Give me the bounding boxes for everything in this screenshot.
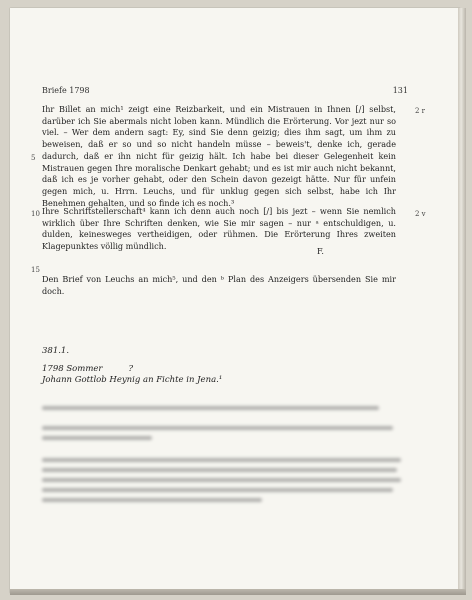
entry-title: Johann Gottlob Heynig an Fichte in Jena.¹ — [42, 375, 223, 385]
line-number-15: 15 — [31, 266, 40, 274]
entry-date — [42, 364, 133, 374]
margin-note-2v: 2 v — [415, 210, 426, 218]
page-edge-bottom — [10, 589, 466, 595]
entry-date-text: 1798 Sommer — [42, 364, 103, 374]
letter-paragraph-1: Ihr Billet an mich¹ zeigt eine Reizbarkeit, und ein Mistrauen in Ihnen [/] selbst, darüber ich Sie abermals nicht loben kann. Mündlich die Erörterung. Vor jezt nur so viel. – Wer dem andern sagt: Ey, sind Sie denn geizig; dies ihm sagt, um ihm zu beweisen, daß er so und so nicht handeln müsse – beweis't, denke ich, gerade dadurch, daß er ihn nicht für geizig hält. Ich habe bei dieser Gelegenheit kein Mistrauen gegen Ihre moralische Denkart gehabt; und es ist mir auch nicht bekannt, daß ich es je vorher gehabt, oder den Schein davon gezeigt hätte. Nur für unfein gegen mich, u. Hrrn. Leuchs, und für unklug gegen sich selbst, habe ich Ihr Benehmen gehalten, und so finde ich es noch.³ — [42, 104, 396, 208]
margin-note-2r: 2 r — [415, 107, 426, 115]
letter-paragraph-3: Den Brief von Leuchs an mich⁵, und den ᵇ Plan des Anzeigers übersenden Sie mir doch. — [42, 274, 396, 296]
letter-paragraph-2: Ihre Schriftstellerschaft⁴ kann ich denn auch noch [/] bis jezt – wenn Sie nemlich wirklich über Ihre Schriften denken, wie Sie mir sagen – nur ᵃ entschuldigen, u. dulden, keinesweges vertheidigen, oder rühmen. Die Erörterung Ihres zweiten Klagepunktes völlig mündlich. — [42, 206, 396, 252]
book-page — [10, 8, 460, 593]
page-edge-right — [458, 8, 466, 593]
blurred-footnotes-1 — [42, 406, 408, 416]
page-number: 131 — [392, 86, 408, 95]
running-header — [42, 86, 408, 95]
entry-number: 381.1. — [42, 346, 70, 356]
line-number-10: 10 — [31, 210, 40, 218]
line-number-5: 5 — [31, 154, 36, 162]
header-title: Briefe 1798 — [42, 86, 90, 95]
blurred-footnotes-3 — [42, 458, 408, 508]
signature: F. — [317, 246, 324, 256]
entry-date-query: ? — [128, 364, 134, 374]
blurred-footnotes-2 — [42, 426, 408, 446]
